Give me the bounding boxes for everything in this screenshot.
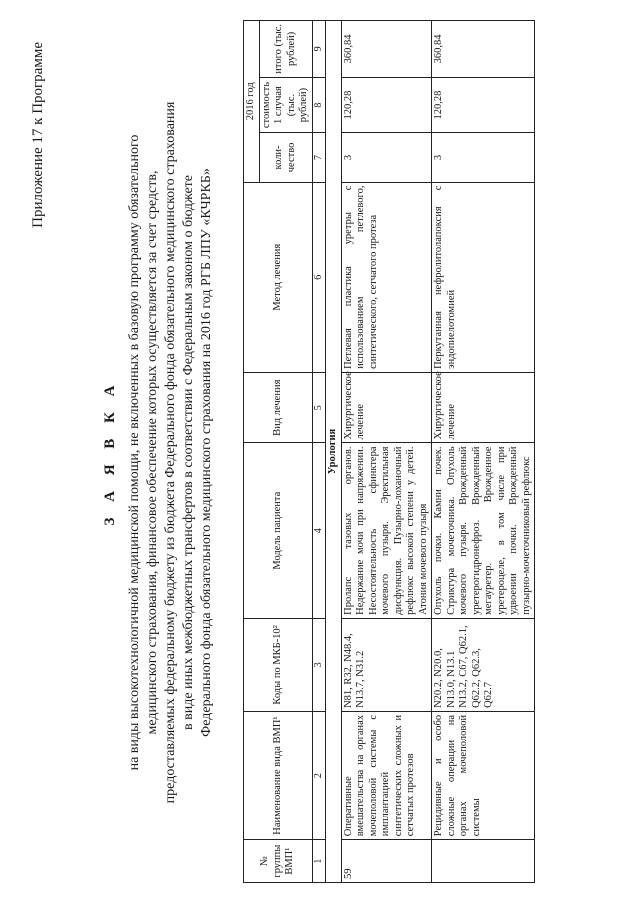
column-number: 7 (312, 133, 326, 182)
header-qty: коли-чество (259, 133, 312, 182)
column-number-row (312, 21, 326, 883)
cell-model: Опухоль почки. Камни почек. Стриктура мочеточника. Опухоль мочевого пузыря. Врожденный уретерогидронефроз. Врожденный мегауретер. Врожденное уретероцеле, в том числе при удвоении почки. Врожденный пузырно-мочеточниковый рефлюкс (432, 443, 535, 618)
cell-codes: N20.2, N20.0, N13.0, N13.1 N13.2, C67, Q62.1, Q62.2, Q62.3, Q62.7 (432, 618, 535, 711)
cell-qty: 3 (432, 133, 535, 182)
column-number: 1 (312, 840, 326, 883)
cell-name: Рецидивные и особо сложные операции на органах мочеполовой системы (432, 711, 535, 839)
cell-codes: N81, R32, N48.4, N13.7, N31.2 (341, 618, 432, 711)
subtitle-line: Федерального фонда обязательного медицинского страхования на 2016 год РГБ ЛПУ «КЧРКБ» (199, 168, 214, 737)
cell-cost: 120,28 (341, 77, 432, 133)
header-year: 2016 год (244, 21, 260, 183)
column-number: 9 (312, 21, 326, 78)
document-subtitle (126, 80, 216, 825)
subtitle-line: в виде иных межбюджетных трансфертов в соответствии с Федеральным законом о бюджете (181, 175, 196, 731)
section-row (326, 21, 342, 883)
subtitle-line: предоставляемых федеральному бюджету из бюджета Федерального фонда обязательного медицинского страхования (163, 101, 178, 804)
header-name: Наименование вида ВМП¹ (244, 711, 313, 839)
header-model: Модель пациента (244, 443, 313, 618)
cell-type: Хирургическое лечение (432, 372, 535, 443)
table-row (432, 21, 535, 883)
cell-name: Оперативные вмешательства на органах мочеполовой системы с имплантацией синтетических сложных и сетчатых протезов (341, 711, 432, 839)
cell-qty: 3 (341, 133, 432, 182)
cell-total: 360,84 (341, 21, 432, 78)
header-method: Метод лечения (244, 182, 313, 372)
header-cost: стоимость 1 случая (тыс. рублей) (259, 77, 312, 133)
column-number: 6 (312, 182, 326, 372)
cell-cost: 120,28 (432, 77, 535, 133)
subtitle-line: на виды высокотехнологичной медицинской помощи, не включенных в базовую программу обязательного (127, 134, 142, 771)
cell-group: 59 (341, 840, 432, 883)
column-number: 4 (312, 443, 326, 618)
column-number: 2 (312, 711, 326, 839)
subtitle-line: медицинского страхования, финансовое обеспечение которых осуществляется за счет средств, (145, 170, 160, 735)
column-number: 5 (312, 372, 326, 443)
appendix-label: Приложение 17 к Программе (30, 42, 46, 228)
cell-total: 360,84 (432, 21, 535, 78)
header-total: итого (тыс. рублей) (259, 21, 312, 78)
header-codes: Коды по МКБ-10² (244, 618, 313, 711)
section-title: Урология (326, 21, 342, 883)
cell-group (432, 840, 535, 883)
table-row (341, 21, 432, 883)
document-title: З А Я В К А (102, 379, 118, 526)
column-number: 8 (312, 77, 326, 133)
column-number: 3 (312, 618, 326, 711)
cell-model: Пролапс тазовых органов. Недержание мочи при напряжении. Несостоятельность сфинктера мочевого пузыря. Эректильная дисфункция. Пузырно-лоханочный рефлюкс высокой степени у детей. Атония мочевого пузыря (341, 443, 432, 618)
vmp-table (243, 20, 535, 883)
cell-method: Петлевая пластика уретры с использованием петлевого, синтетического, сетчатого протеза (341, 182, 432, 372)
cell-type: Хирургическое лечение (341, 372, 432, 443)
header-type: Вид лечения (244, 372, 313, 443)
header-group-no: № группы ВМП¹ (244, 840, 313, 883)
cell-method: Перкутанная нефролитолапоксия с эндопиелотомией (432, 182, 535, 372)
